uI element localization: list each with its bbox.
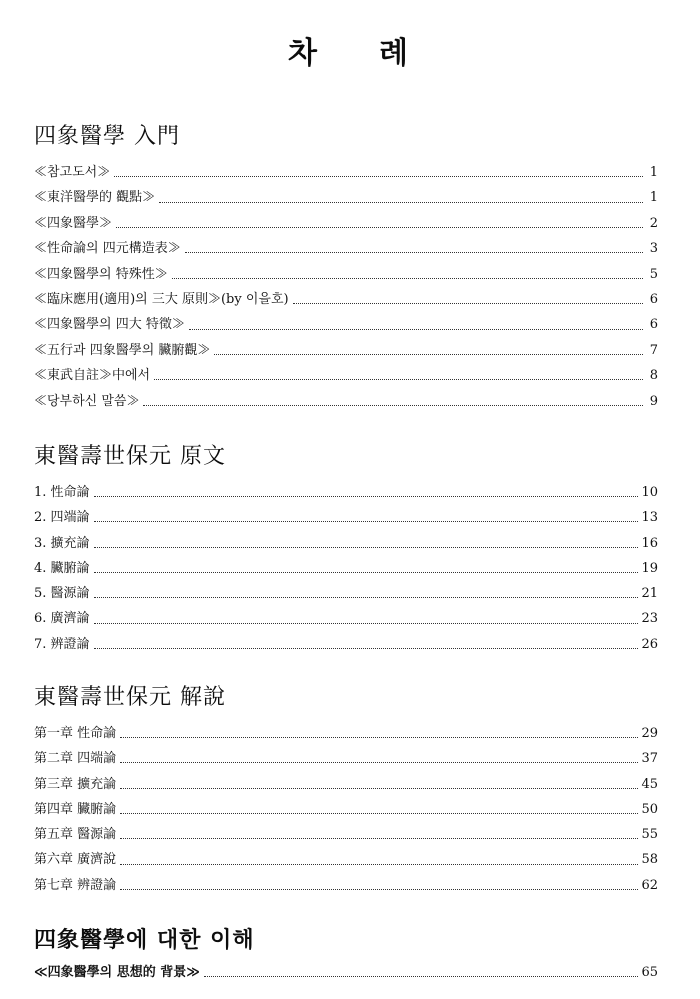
entry-page: 13 bbox=[641, 510, 658, 526]
page-title bbox=[0, 28, 700, 72]
section-title: 四象醫學 入門 bbox=[34, 124, 180, 149]
entry-text: ≪四象醫學의 思想的 背景≫ bbox=[34, 965, 200, 980]
entry-text: ≪性命論의 四元構造表≫ bbox=[34, 241, 181, 257]
toc-entry[interactable] bbox=[34, 721, 658, 746]
toc-entry[interactable] bbox=[34, 236, 658, 261]
toc-entry[interactable] bbox=[34, 185, 658, 210]
dot-leader bbox=[94, 572, 639, 573]
entry-text: 第三章 擴充論 bbox=[34, 776, 117, 792]
dot-leader bbox=[94, 521, 639, 522]
entry-text: 2. 四端論 bbox=[34, 510, 90, 526]
entry-text: 7. 辨證論 bbox=[34, 636, 90, 652]
dot-leader bbox=[94, 496, 639, 497]
entry-text: ≪東武自註≫中에서 bbox=[34, 368, 151, 384]
entry-text: 第四章 臟腑論 bbox=[34, 801, 117, 817]
toc-entry[interactable] bbox=[34, 312, 658, 337]
entry-text: 4. 臟腑論 bbox=[34, 560, 90, 576]
dot-leader bbox=[120, 838, 638, 839]
entry-text: ≪五行과 四象醫學의 臟腑觀≫ bbox=[34, 342, 211, 358]
toc-entry[interactable] bbox=[34, 960, 658, 985]
entry-page: 65 bbox=[641, 965, 658, 980]
dot-leader bbox=[94, 597, 639, 598]
section-title: 東醫壽世保元 解說 bbox=[34, 685, 226, 710]
toc-entry[interactable] bbox=[34, 480, 658, 505]
entry-text: ≪四象醫學≫ bbox=[34, 215, 113, 231]
toc-section-intro bbox=[34, 122, 658, 414]
dot-leader bbox=[120, 813, 638, 814]
entry-page: 6 bbox=[649, 291, 658, 307]
entry-text: ≪四象醫學의 四大 特徵≫ bbox=[34, 317, 185, 333]
dot-leader bbox=[143, 405, 643, 406]
dot-leader bbox=[189, 329, 643, 330]
page-title-left: 차 bbox=[288, 36, 321, 71]
entry-text: ≪당부하신 말씀≫ bbox=[34, 393, 140, 409]
entry-text: 5. 醫源論 bbox=[34, 586, 90, 602]
entry-page: 8 bbox=[649, 368, 658, 384]
toc-entries bbox=[34, 160, 658, 414]
entry-page: 21 bbox=[641, 586, 658, 602]
entry-text: 第七章 辨證論 bbox=[34, 877, 117, 893]
toc-entry[interactable] bbox=[34, 287, 658, 312]
entry-text: 第一章 性命論 bbox=[34, 726, 117, 741]
toc-entry[interactable] bbox=[34, 873, 658, 898]
section-title: 東醫壽世保元 原文 bbox=[34, 444, 226, 469]
entry-page: 1 bbox=[649, 165, 658, 180]
toc-entry[interactable] bbox=[34, 531, 658, 556]
entry-page: 62 bbox=[641, 877, 658, 893]
toc-entry[interactable] bbox=[34, 606, 658, 631]
entry-page: 29 bbox=[641, 726, 658, 741]
entry-page: 1 bbox=[649, 190, 658, 206]
dot-leader bbox=[120, 864, 638, 865]
entry-page: 9 bbox=[649, 393, 658, 409]
toc-section-commentary bbox=[34, 683, 658, 898]
dot-leader bbox=[94, 648, 639, 649]
dot-leader bbox=[120, 737, 638, 738]
entry-text: 第二章 四端論 bbox=[34, 751, 117, 767]
dot-leader bbox=[172, 278, 643, 279]
entry-text: 6. 廣濟論 bbox=[34, 611, 90, 627]
entry-page: 3 bbox=[649, 241, 658, 257]
dot-leader bbox=[159, 202, 643, 203]
toc-entry[interactable] bbox=[34, 746, 658, 771]
dot-leader bbox=[154, 379, 643, 380]
toc-entry[interactable] bbox=[34, 581, 658, 606]
dot-leader bbox=[214, 354, 643, 355]
page-title-right: 례 bbox=[379, 36, 412, 71]
dot-leader bbox=[120, 889, 638, 890]
toc-entry[interactable] bbox=[34, 211, 658, 236]
dot-leader bbox=[293, 303, 643, 304]
entry-text: 第六章 廣濟說 bbox=[34, 852, 117, 868]
entry-page: 55 bbox=[641, 827, 658, 843]
dot-leader bbox=[94, 547, 639, 548]
dot-leader bbox=[204, 976, 639, 977]
entry-page: 6 bbox=[649, 317, 658, 333]
toc-entries bbox=[34, 480, 658, 657]
dot-leader bbox=[116, 227, 643, 228]
entry-text: ≪臨床應用(適用)의 三大 原則≫(by 이을호) bbox=[34, 291, 289, 307]
section-title: 四象醫學에 대한 이해 bbox=[34, 928, 255, 953]
entry-page: 50 bbox=[641, 801, 658, 817]
entry-text: ≪四象醫學의 特殊性≫ bbox=[34, 266, 168, 282]
toc-entry[interactable] bbox=[34, 632, 658, 657]
dot-leader bbox=[120, 762, 638, 763]
toc-entry[interactable] bbox=[34, 556, 658, 581]
dot-leader bbox=[185, 252, 643, 253]
entry-page: 37 bbox=[641, 751, 658, 767]
entry-page: 5 bbox=[649, 266, 658, 282]
entry-page: 19 bbox=[641, 560, 658, 576]
entry-page: 10 bbox=[641, 485, 658, 500]
dot-leader bbox=[120, 788, 638, 789]
entry-text: ≪東洋醫學的 觀點≫ bbox=[34, 190, 156, 206]
toc-entry[interactable] bbox=[34, 389, 658, 414]
entry-page: 45 bbox=[641, 776, 658, 792]
toc-entry[interactable] bbox=[34, 262, 658, 287]
toc-entry[interactable] bbox=[34, 847, 658, 872]
entry-text: ≪참고도서≫ bbox=[34, 165, 111, 180]
toc-entry[interactable] bbox=[34, 160, 658, 185]
dot-leader bbox=[94, 623, 639, 624]
toc-entry[interactable] bbox=[34, 772, 658, 797]
entry-page: 23 bbox=[641, 611, 658, 627]
entry-page: 58 bbox=[641, 852, 658, 868]
entry-page: 16 bbox=[641, 535, 658, 551]
entry-page: 7 bbox=[649, 342, 658, 358]
entry-text: 第五章 醫源論 bbox=[34, 827, 117, 843]
entry-page: 2 bbox=[649, 215, 658, 231]
entry-text: 1. 性命論 bbox=[34, 485, 90, 500]
toc-entry[interactable] bbox=[34, 822, 658, 847]
toc-section-original-text bbox=[34, 442, 658, 657]
entry-text: 3. 擴充論 bbox=[34, 535, 90, 551]
dot-leader bbox=[114, 176, 643, 177]
entry-page: 26 bbox=[641, 636, 658, 652]
toc-entries bbox=[34, 721, 658, 898]
toc-entry[interactable] bbox=[34, 505, 658, 530]
toc-entries bbox=[34, 960, 658, 985]
toc-entry[interactable] bbox=[34, 338, 658, 363]
toc-entry[interactable] bbox=[34, 797, 658, 822]
toc-section-understanding bbox=[34, 926, 658, 985]
toc-entry[interactable] bbox=[34, 363, 658, 388]
